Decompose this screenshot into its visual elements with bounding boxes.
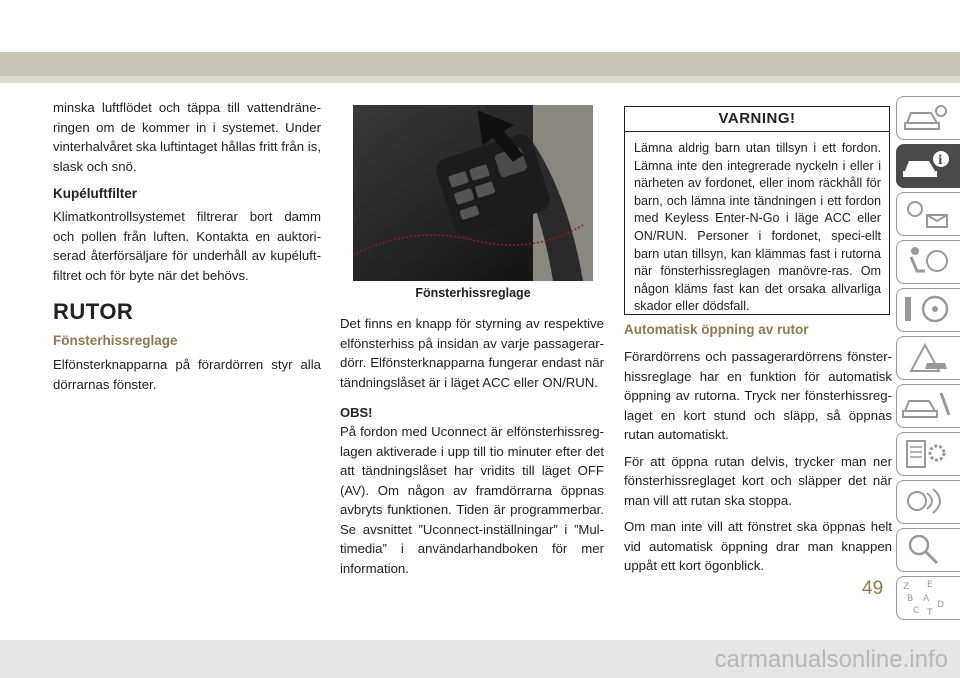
auto-paragraph-1: Förardörrens och passagerardörrens fönster-hissreglage har en funktion för automatisk öppning av rutorna. Tryck ner fönsterhissreg-laget en kort stund och släpp, så öppnas rutan automatiskt. [624,349,892,442]
auto-paragraph-2: För att öppna rutan delvis, trycker man ner fönsterhissreglaget kort och släpper det när man vill att rutan ska stoppa. [624,453,892,508]
warning-text: Lämna aldrig barn utan tillsyn i ett fordon. Lämna inte den integrerade nyckeln i eller i närheten av fordonet, eller inom räckhåll för barn, och lämna inte tändningen i ett fordon med Keyless Enter-N-Go i läge ACC eller ON/RUN. Personer i fordonet, speci-ellt barn utan tillsyn, kan klämmas fast i rutorna när fönsterhissreglagen manövre-ras. Om någon kläms fast kan det orsaka allvarliga skador eller dödsfall. [634,141,881,314]
svg-text:i: i [938,153,943,167]
middle-paragraph: Det finns en knapp för styrning av respektive elfönsterhiss på insidan av varje passagerar-dörr. Elfönsterknapparna fungerar endast när tändningslåset är i läget ACC eller ON/RUN. [340,316,604,390]
svg-text:A: A [923,594,930,604]
multimedia-icon [897,481,957,521]
tab-lights[interactable] [896,192,960,236]
section-title: RUTOR [53,299,134,324]
tab-steering[interactable] [896,288,960,332]
index-icon [897,577,957,617]
window-switch-photo [353,105,593,281]
svg-text:T: T [927,608,933,617]
steering-icon [897,289,957,329]
header-band-light [0,76,960,83]
tab-car[interactable] [896,96,960,140]
svg-text:B: B [907,594,914,604]
tab-specs[interactable] [896,432,960,476]
left-column [53,98,321,401]
svg-text:C: C [913,606,920,616]
svg-text:Z: Z [903,582,910,592]
sub-paragraph: Elfönsterknapparna på förardörren styr alla dörrarnas fönster. [53,357,321,392]
warning-box [624,106,890,315]
middle-column [340,314,604,585]
watermark-text: carmanualsonline.info [714,646,948,673]
filter-heading: Kupéluftfilter [53,186,137,201]
tab-warning[interactable] [896,336,960,380]
tab-airbag[interactable] [896,240,960,284]
car-info-icon [897,145,957,185]
tab-index[interactable] [896,576,960,620]
photo-caption: Fönsterhissreglage [415,286,531,300]
warning-icon [897,337,957,377]
car-icon [897,97,957,137]
svg-text:E: E [927,580,933,590]
sub-heading: Fönsterhissreglage [53,333,178,348]
auto-paragraph-3: Om man inte vill att fönstret ska öppnas helt vid automatisk öppning drar man knappen uppåt ett kort ögonblick. [624,519,892,573]
header-band [0,52,960,76]
lights-icon [897,193,957,233]
tab-search[interactable] [896,528,960,572]
warning-title: VARNING! [625,107,889,132]
tab-service[interactable] [896,384,960,428]
service-icon [897,385,957,425]
page-number: 49 [862,578,884,599]
obs-paragraph: På fordon med Uconnect är elfönsterhissreg-lagen aktiverade i upp till tio minuter efter det att tändningslåset har vridits till läget OFF (AV). Om någon av framdörrarna öppnas avbryts funktionen. Tiden är programmerbar. Se avsnittet ”Uconnect-inställningar” i ”Mul-timedia” i användarhandboken för mer information. [340,424,604,576]
airbag-icon [897,241,957,281]
svg-text:D: D [937,600,944,610]
tab-car-info[interactable] [896,144,960,188]
specs-icon [897,433,957,473]
obs-label: OBS! [340,405,373,420]
search-icon [897,529,957,569]
auto-heading: Automatisk öppning av rutor [624,322,809,337]
intro-paragraph: minska luftflödet och täppa till vattendräne-ringen om de kommer in i systemet. Under vinterhalvåret ska luftintaget hållas fritt från is, slask och snö. [53,100,321,174]
right-column [624,322,892,583]
tab-multimedia[interactable] [896,480,960,524]
filter-paragraph: Klimatkontrollsystemet filtrerar bort damm och pollen från luften. Kontakta en auktori-serad återförsäljare för underhåll av kupéluft-filtret och för byte när det behövs. [53,209,321,283]
